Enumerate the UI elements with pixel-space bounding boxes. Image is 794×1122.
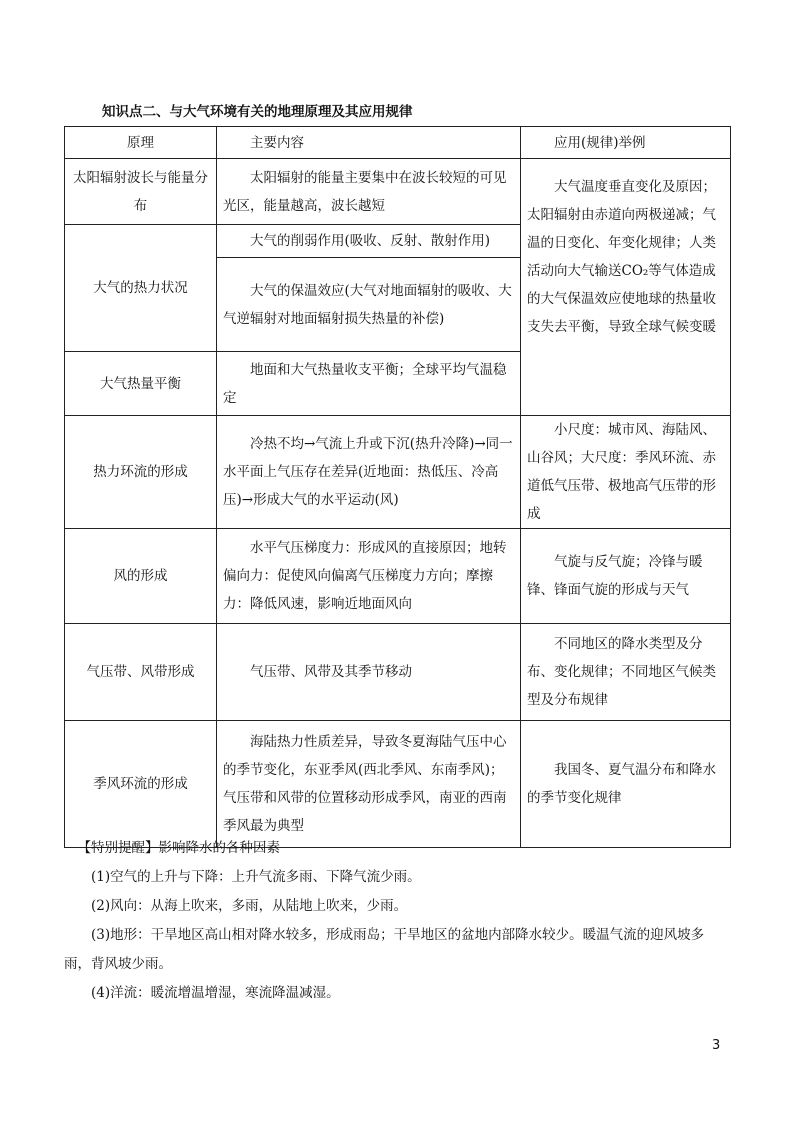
principle-cell: 风的形成 bbox=[65, 529, 217, 624]
principle-cell: 大气的热力状况 bbox=[65, 225, 217, 352]
table-row bbox=[65, 721, 731, 848]
example-cell: 小尺度：城市风、海陆风、山谷风；大尺度：季风环流、赤道低气压带、极地高气压带的形成 bbox=[521, 416, 731, 529]
note-paragraph: (3)地形：干旱地区高山相对降水较多，形成雨岛；干旱地区的盆地内部降水较少。暖温气流的迎风坡多雨，背风坡少雨。 bbox=[64, 927, 705, 972]
table-row bbox=[65, 529, 731, 624]
notes-title: 【特别提醒】影响降水的各种因素 bbox=[77, 840, 280, 856]
note-paragraph: (2)风向：从海上吹来，多雨，从陆地上吹来，少雨。 bbox=[91, 898, 408, 914]
content-cell: 太阳辐射的能量主要集中在波长较短的可见光区，能量越高，波长越短 bbox=[217, 159, 521, 225]
header-content: 主要内容 bbox=[217, 127, 521, 159]
header-example: 应用(规律)举例 bbox=[521, 127, 731, 159]
note-paragraph: (4)洋流：暖流增温增湿，寒流降温减湿。 bbox=[91, 985, 340, 1001]
principles-table bbox=[64, 126, 731, 848]
example-cell: 气旋与反气旋；冷锋与暖锋、锋面气旋的形成与天气 bbox=[521, 529, 731, 624]
content-cell: 大气的削弱作用(吸收、反射、散射作用) bbox=[217, 225, 521, 258]
table-row bbox=[65, 624, 731, 721]
page-number: 3 bbox=[712, 1038, 721, 1053]
content-cell: 海陆热力性质差异，导致冬夏海陆气压中心的季节变化，东亚季风(西北季风、东南季风)；气压带和风带的位置移动形成季风，南亚的西南季风最为典型 bbox=[217, 721, 521, 848]
note-paragraph: (1)空气的上升与下降：上升气流多雨、下降气流少雨。 bbox=[91, 869, 421, 885]
principle-cell: 大气热量平衡 bbox=[65, 352, 217, 416]
content-cell: 冷热不均→气流上升或下沉(热升冷降)→同一水平面上气压存在差异(近地面：热低压、冷高压)→形成大气的水平运动(风) bbox=[217, 416, 521, 529]
principle-cell: 季风环流的形成 bbox=[65, 721, 217, 848]
notes-section bbox=[64, 834, 730, 1008]
merged-example-cell: 大气温度垂直变化及原因；太阳辐射由赤道向两极递减；气温的日变化、年变化规律；人类活动向大气输送CO₂等气体造成的大气保温效应使地球的热量收支失去平衡，导致全球气候变暖 bbox=[521, 159, 731, 416]
content-cell: 水平气压梯度力：形成风的直接原因；地转偏向力：促使风向偏离气压梯度力方向；摩擦力：降低风速，影响近地面风向 bbox=[217, 529, 521, 624]
principle-cell: 气压带、风带形成 bbox=[65, 624, 217, 721]
section-heading: 知识点二、与大气环境有关的地理原理及其应用规律 bbox=[102, 104, 413, 120]
table-header-row bbox=[65, 127, 731, 159]
principle-cell: 热力环流的形成 bbox=[65, 416, 217, 529]
content-cell: 地面和大气热量收支平衡；全球平均气温稳定 bbox=[217, 352, 521, 416]
table-row bbox=[65, 416, 731, 529]
table-row bbox=[65, 159, 731, 225]
header-principle: 原理 bbox=[65, 127, 217, 159]
principle-cell: 太阳辐射波长与能量分布 bbox=[65, 159, 217, 225]
example-cell: 不同地区的降水类型及分布、变化规律；不同地区气候类型及分布规律 bbox=[521, 624, 731, 721]
content-cell: 大气的保温效应(大气对地面辐射的吸收、大气逆辐射对地面辐射损失热量的补偿) bbox=[217, 258, 521, 352]
content-cell: 气压带、风带及其季节移动 bbox=[217, 624, 521, 721]
example-cell: 我国冬、夏气温分布和降水的季节变化规律 bbox=[521, 721, 731, 848]
